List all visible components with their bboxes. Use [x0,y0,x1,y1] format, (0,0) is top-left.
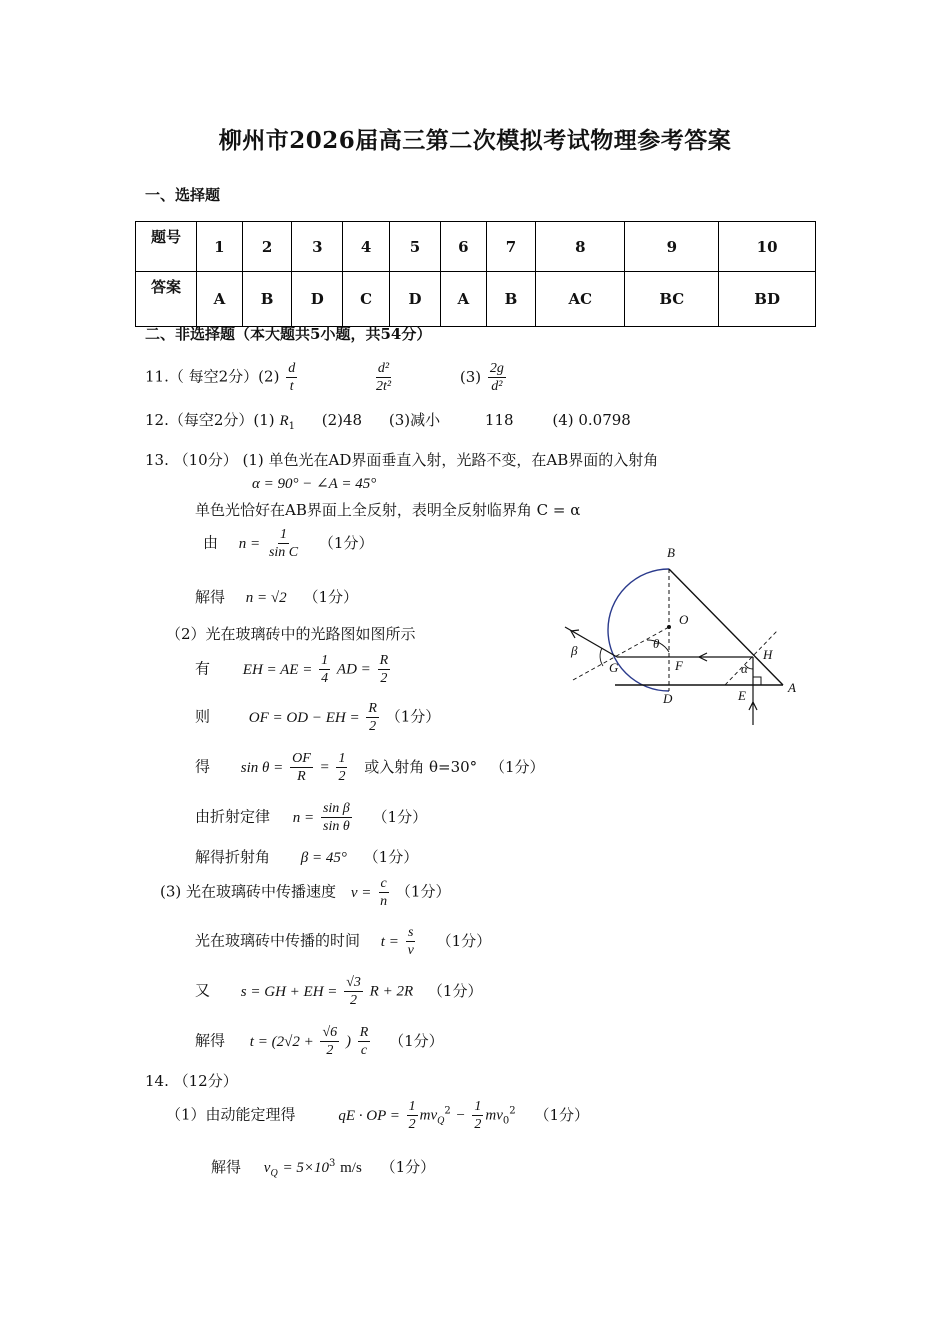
score-note: （1分） [534,1105,589,1124]
q14-vq-result: = 5×10 [282,1160,329,1176]
q13-part3-intro: (3) 光在玻璃砖中传播速度 [160,882,337,901]
table-cell: 9 [625,222,719,272]
q13-part2-intro: （2）光在玻璃砖中的光路图如图所示 [166,625,416,643]
q13-one-half: $\frac{1}{2}$ [338,751,346,784]
q13-of-lhs: OF = OD − EH = [248,709,360,726]
q12-part2: (2)48 [321,411,363,429]
label-theta: θ [653,636,660,651]
q13-ze: 则 [195,707,211,726]
table-cell: 8 [536,222,625,272]
q13-jiede: 解得 [195,588,226,606]
q14-unit: m/s [340,1160,362,1176]
table-cell: 5 [390,222,441,272]
q13-of-line [195,700,440,735]
q13-you2: 有 [195,659,211,678]
section-nonchoice: 二、非选择题（本大题共5小题，共54分） [145,325,432,343]
q13-time-intro: 光在玻璃砖中传播的时间 [195,931,361,950]
q13-of-over-r: $\frac{OF}{R}$ [292,751,311,784]
score-note: （1分） [389,1031,444,1050]
table-cell: 3 [292,222,343,272]
table-cell: 2 [242,222,292,272]
label-b: B [667,545,675,560]
q11-part3: (3) [459,367,482,386]
q13-ad: AD = [336,661,371,678]
q13-critical: 单色光恰好在AB界面上全反射，表明全反射临界角 C = α [195,501,581,519]
section-choice: 一、选择题 [145,186,221,204]
q14-sq-1: 2 [444,1105,451,1117]
score-note: （1分） [380,1158,436,1176]
q13-sinb-over-sint: $\frac{\text{sin β}}{\text{sin θ}}$ [322,801,350,834]
table-cell: D [390,272,441,327]
q13-s-lhs: s = GH + EH = [240,983,338,1000]
point-o [667,625,671,629]
label-d: D [663,691,673,706]
q12-r1-sub: 1 [288,421,295,432]
label-beta: β [571,643,578,658]
q12-part3: (3)减小 [388,411,441,429]
beta-arc [600,648,603,666]
score-note: （1分） [436,931,492,950]
table-cell: B [486,272,536,327]
table-cell: D [292,272,343,327]
q13-sqrt6-half: $\frac{√6}{2}$ [322,1025,338,1058]
q13-n-line [203,526,373,561]
label-e: E [738,688,746,703]
page-title: 柳州市2026届高三第二次模拟考试物理参考答案 [218,127,732,154]
score-note: （1分） [372,807,428,826]
score-note: （1分） [427,981,483,1000]
q11-prefix: 11.（ 每空2分）(2) [145,367,280,386]
q13-r-half-2: $\frac{R}{2}$ [368,701,377,734]
label-a: A [788,680,796,695]
q11-frac-2: $\frac{\text{d²}}{\text{2t²}}$ [375,361,392,394]
q13-equals: = [319,759,330,776]
q13-c-over-n: $\frac{c}{n}$ [380,876,388,909]
table-cell: B [242,272,292,327]
q13-part1-intro: (1) 单色光在AD界面垂直入射，光路不变，在AB界面的入射角 [242,451,659,469]
table-cell: C [343,272,390,327]
q14-exponent: 3 [328,1158,336,1169]
q13-speed-line [160,875,450,910]
q13-sqrt3-half: $\frac{√3}{2}$ [346,975,361,1008]
q14-vq-line: 解得 $v_Q = 5\times 10^3$ m/s （1分） [211,1158,436,1179]
table-cell: 6 [440,222,486,272]
q13-r-half: $\frac{R}{2}$ [379,653,389,686]
q12-line [145,409,631,432]
q13-time-line [195,924,491,959]
q14-minus: − [455,1107,466,1124]
q13-quarter: $\frac{1}{4}$ [321,653,329,686]
q12-value-118: 118 [484,411,514,429]
table-cell: 1 [197,222,243,272]
q13-v-lhs: v = [350,884,372,901]
table-cell: 7 [486,222,536,272]
q14-eq-lhs: qE · OP = [338,1107,400,1124]
label-o: O [679,612,689,627]
q13-jiede-2: 解得 [195,1031,226,1050]
q14-half-2: $\frac{1}{2}$ [474,1099,482,1132]
q13-beta-result: β = 45° [300,850,347,866]
q14-jiede: 解得 [211,1158,242,1176]
q14-energy-line [166,1098,589,1133]
q14-half-1: $\frac{1}{2}$ [408,1099,416,1132]
q13-sin-lhs: sin θ = [240,759,284,776]
q13-or-angle: 或入射角 θ=30° [364,757,478,776]
score-note: （1分） [395,882,451,901]
table-row-numbers [136,222,816,272]
q13-distance-line [195,974,482,1009]
table-cell: BC [625,272,719,327]
edge-ba [669,569,783,685]
score-note: （1分） [318,533,374,552]
q13-sin-line [195,750,545,785]
q13-n-frac: $\frac{1}{\text{sin C}}$ [268,527,299,560]
q14-sq-2: 2 [509,1105,516,1117]
normal-g [573,627,669,680]
score-note: （1分） [385,707,441,726]
q11-frac-3: $\frac{2g}{\text{d²}}$ [489,361,504,394]
table-row-answers [136,272,816,327]
q13-refraction-law: 由折射定律 [195,807,271,826]
q11-frac-1: $\frac{d}{t}$ [288,361,296,394]
score-note: （1分） [489,757,545,776]
q13-you3: 又 [195,981,211,1000]
q13-de: 得 [195,757,211,776]
q13-head: 13. （10分） [145,451,238,469]
q14-part1: （1）由动能定理得 [166,1105,296,1124]
q13-n-result-line [195,586,358,607]
q13-refraction-line [195,800,427,835]
label-f: F [675,658,683,673]
q12-prefix: 12.（每空2分）(1) [145,411,275,429]
q13-n-result: n = √2 [245,590,287,606]
q11-line [145,360,508,395]
table-cell: AC [536,272,625,327]
q13-eh-line [195,652,392,687]
q13-t-expr: t = (2√2 + [249,1033,314,1050]
q14-mv-q: mv [419,1107,438,1124]
q12-r1: R [279,413,289,429]
q14-mv-0: mv [485,1107,503,1124]
q13-head-line [145,449,658,470]
right-angle-mark [753,677,761,685]
q13-s-over-v: $\frac{s}{v}$ [407,925,414,958]
q14-sub-q: Q [437,1115,445,1127]
label-h: H [763,647,773,662]
table-header-answer: 答案 [136,272,197,327]
q13-you: 由 [203,533,219,552]
q13-beta-line [195,846,418,867]
score-note: （1分） [363,848,419,866]
q13-n-lhs-2: n = [292,809,315,826]
q14-sub-q-2: Q [270,1168,278,1179]
label-alpha: α [741,661,748,676]
table-cell: BD [719,272,816,327]
answer-table [135,221,816,327]
q13-n-lhs: n = [238,535,261,552]
q13-eq-alpha: α = 90° − ∠A = 45° [252,476,377,492]
q13-refraction-angle: 解得折射角 [195,848,271,866]
table-cell: A [440,272,486,327]
q13-t-close: ) [345,1033,351,1050]
q13-s-tail: R + 2R [369,983,414,1000]
table-header-number: 题号 [136,222,197,272]
q13-r-over-c: $\frac{R}{c}$ [359,1025,369,1058]
table-cell: 4 [343,222,390,272]
q13-eh-lhs: EH = AE = [242,661,313,678]
q14-sub-0: 0 [502,1115,510,1127]
label-g: G [609,660,619,675]
table-cell: 10 [719,222,816,272]
q14-head: 14. （12分） [145,1072,238,1090]
score-note: （1分） [303,588,358,606]
q12-part4: (4) 0.0798 [552,411,631,429]
optics-diagram [555,540,815,730]
q13-t-result-line [195,1024,444,1059]
table-cell: A [197,272,243,327]
q13-t-lhs: t = [380,933,399,950]
